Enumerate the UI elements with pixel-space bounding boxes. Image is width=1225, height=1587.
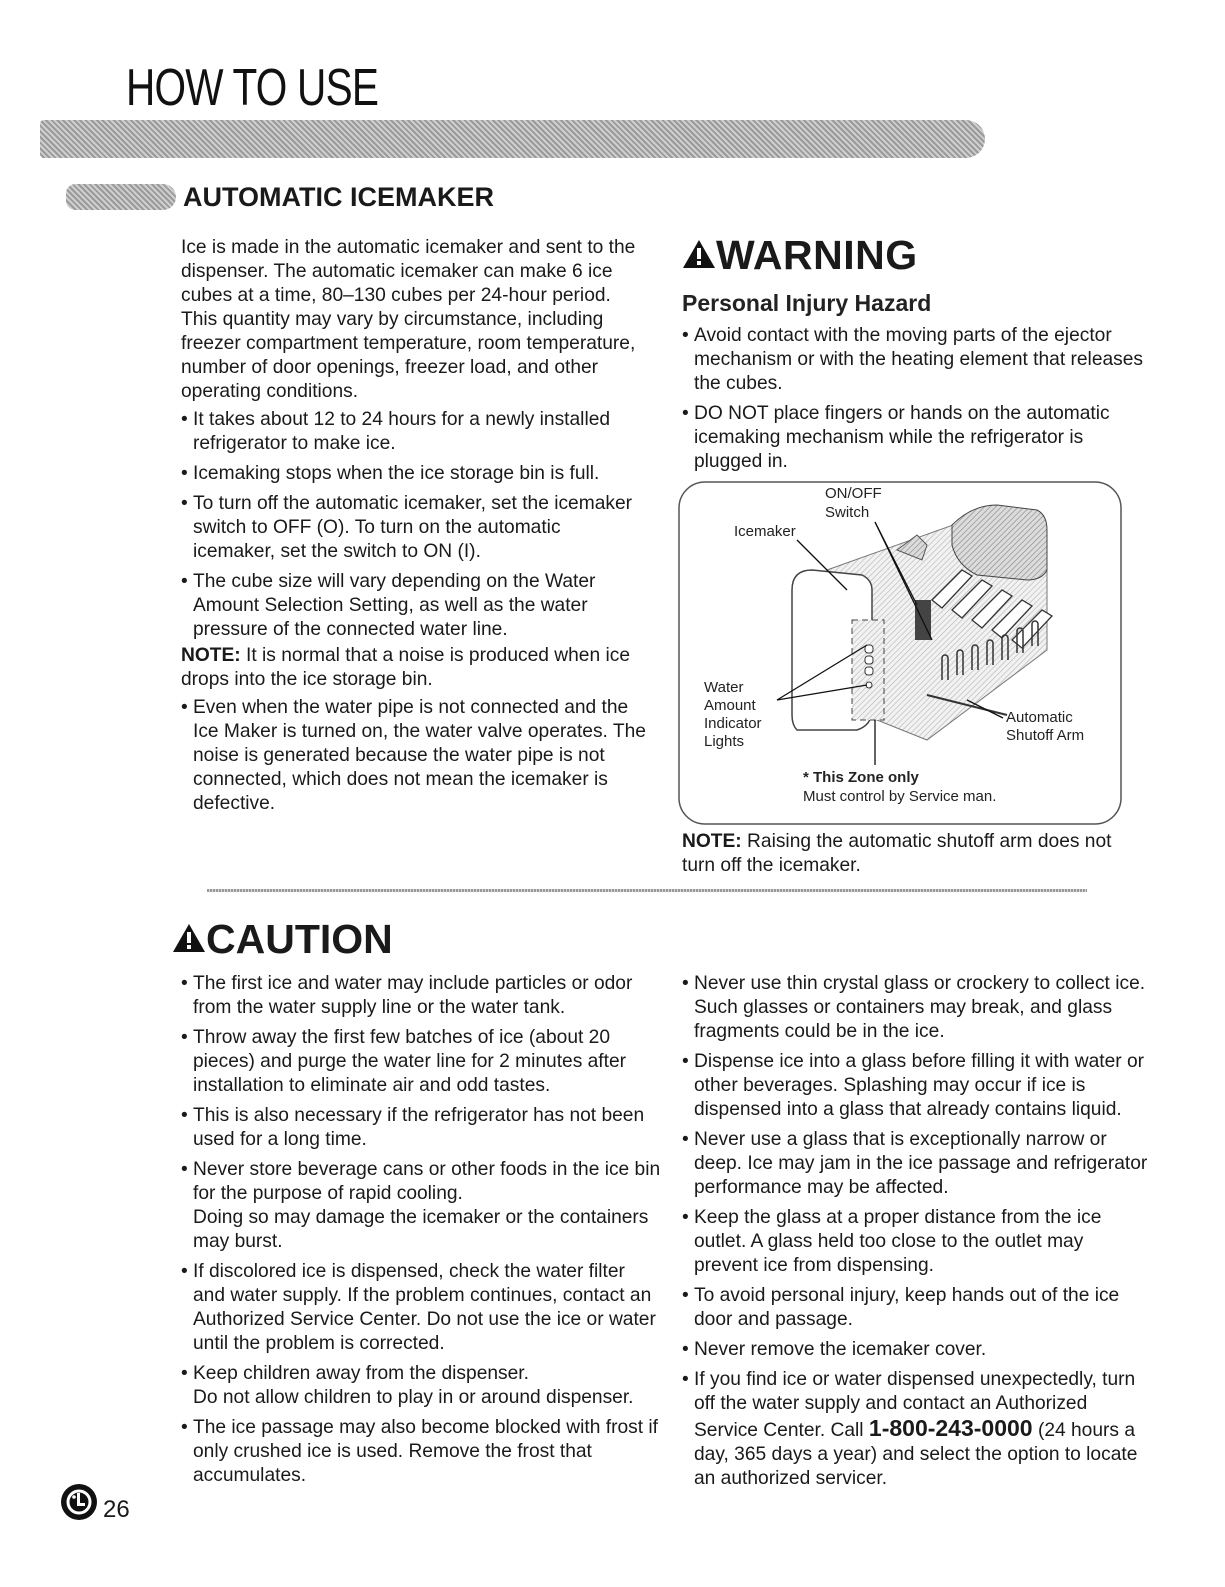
icemaker-diagram (677, 480, 1123, 826)
list-item (181, 1158, 661, 1254)
list-item: • The ice passage may also become blocked with frost if only crushed ice is used. Remove the frost that accumulates. (181, 1416, 661, 1488)
note-text: Raising the automatic shutoff arm does not turn off the icemaker. (682, 831, 1112, 876)
noise-note (181, 644, 646, 692)
shutoff-label-line1: Automatic (1006, 709, 1073, 726)
warning-title: WARNING (716, 232, 918, 278)
water-label-line2: Amount (704, 697, 756, 714)
section-marker-decoration (66, 184, 176, 210)
warning-heading (682, 232, 918, 279)
onoff-label-line1: ON/OFF (825, 485, 882, 502)
water-label-line4: Lights (704, 733, 745, 750)
shutoff-label-line2: Shutoff Arm (1006, 727, 1085, 744)
list-item: • Never use thin crystal glass or crockery to collect ice. Such glasses or containers may break, and glass fragments could be in the ice. (682, 972, 1152, 1044)
list-item: • It takes about 12 to 24 hours for a newly installed refrigerator to make ice. (181, 408, 646, 456)
list-item (682, 1368, 1152, 1491)
caution-title: CAUTION (206, 916, 393, 962)
item-continuation: Do not allow children to play in or around dispenser. (193, 1387, 634, 1408)
list-item: • This is also necessary if the refrigerator has not been used for a long time. (181, 1104, 661, 1152)
note-label: NOTE: (181, 645, 241, 666)
note-text: It is normal that a noise is produced when ice drops into the ice storage bin. (181, 645, 631, 690)
warning-triangle-icon (172, 923, 206, 953)
shutoff-note (682, 830, 1122, 878)
icemaker-bullets (181, 402, 646, 642)
caution-left-bullets (181, 966, 661, 1488)
list-item (181, 1362, 661, 1410)
intro-paragraph: Ice is made in the automatic icemaker and sent to the dispenser. The automatic icemaker can make 6 ice cubes at a time, 80–130 cubes per 24-hour period. This quantity may vary by circumstance, including freezer compartment temperature, room temperature, number of door openings, freezer load, and other operating conditions. (181, 237, 636, 402)
item-text: Never store beverage cans or other foods in the ice bin for the purpose of rapid cooling. (193, 1159, 661, 1204)
list-item: • The first ice and water may include particles or odor from the water supply line or the water tank. (181, 972, 661, 1020)
warning-triangle-icon (682, 239, 716, 269)
caution-heading (172, 916, 393, 963)
list-item: • Even when the water pipe is not connected and the Ice Maker is turned on, the water valve operates. The noise is generated because the water pipe is not connected, which does not mean the icemaker is defective. (181, 696, 646, 816)
title-bar-decoration (40, 120, 985, 158)
list-item: • To avoid personal injury, keep hands out of the ice door and passage. (682, 1284, 1152, 1332)
list-item: • Icemaking stops when the ice storage bin is full. (181, 462, 646, 486)
warning-bullets (682, 318, 1152, 474)
item-text: If you find ice or water dispensed unexpectedly, turn off the water supply and contact an Authorized Service Center. Call (694, 1369, 1136, 1441)
icemaker-label: Icemaker (734, 523, 796, 540)
section-divider (207, 889, 1087, 892)
list-item: • If discolored ice is dispensed, check the water filter and water supply. If the problem continues, contact an Authorized Service Center. Do not use the ice or water until the problem is corrected. (181, 1260, 661, 1356)
phone-number: 1-800-243-0000 (868, 1415, 1033, 1441)
water-pipe-bullets (181, 690, 646, 816)
list-item: • Keep the glass at a proper distance from the ice outlet. A glass held too close to the outlet may prevent ice from dispensing. (682, 1206, 1152, 1278)
water-label-line3: Indicator (704, 715, 762, 732)
page-number: 26 (103, 1496, 130, 1523)
list-item: • Never use a glass that is exceptionally narrow or deep. Ice may jam in the ice passage and refrigerator performance may be affected. (682, 1128, 1152, 1200)
page-title: HOW TO USE (126, 59, 379, 117)
note-label: NOTE: (682, 831, 742, 852)
list-item: • Avoid contact with the moving parts of the ejector mechanism or with the heating element that releases the cubes. (682, 324, 1152, 396)
item-text: Keep children away from the dispenser. (193, 1363, 529, 1384)
list-item: • Throw away the first few batches of ice (about 20 pieces) and purge the water line for 2 minutes after installation to eliminate air and odd tastes. (181, 1026, 661, 1098)
section-heading: AUTOMATIC ICEMAKER (183, 182, 494, 212)
caution-right-bullets (682, 966, 1152, 1491)
list-item: • To turn off the automatic icemaker, set the icemaker switch to OFF (O). To turn on the automatic icemaker, set the switch to ON (I). (181, 492, 646, 564)
list-item: • Dispense ice into a glass before filling it with water or other beverages. Splashing may occur if ice is dispensed into a glass that already contains liquid. (682, 1050, 1152, 1122)
service-label: Must control by Service man. (803, 788, 997, 805)
onoff-label-line2: Switch (825, 504, 870, 521)
list-item: • DO NOT place fingers or hands on the automatic icemaking mechanism while the refrigerator is plugged in. (682, 402, 1152, 474)
zone-label: * This Zone only (803, 769, 919, 786)
warning-subtitle: Personal Injury Hazard (682, 290, 932, 316)
list-item: • Never remove the icemaker cover. (682, 1338, 1152, 1362)
lg-logo-icon (60, 1483, 98, 1521)
list-item: • The cube size will vary depending on the Water Amount Selection Setting, as well as the water pressure of the connected water line. (181, 570, 646, 642)
item-text: (24 hours a day, 365 days a year) and select the option to locate an authorized servicer. (694, 1420, 1138, 1489)
item-continuation: Doing so may damage the icemaker or the containers may burst. (193, 1207, 649, 1252)
water-label-line1: Water (704, 679, 744, 696)
